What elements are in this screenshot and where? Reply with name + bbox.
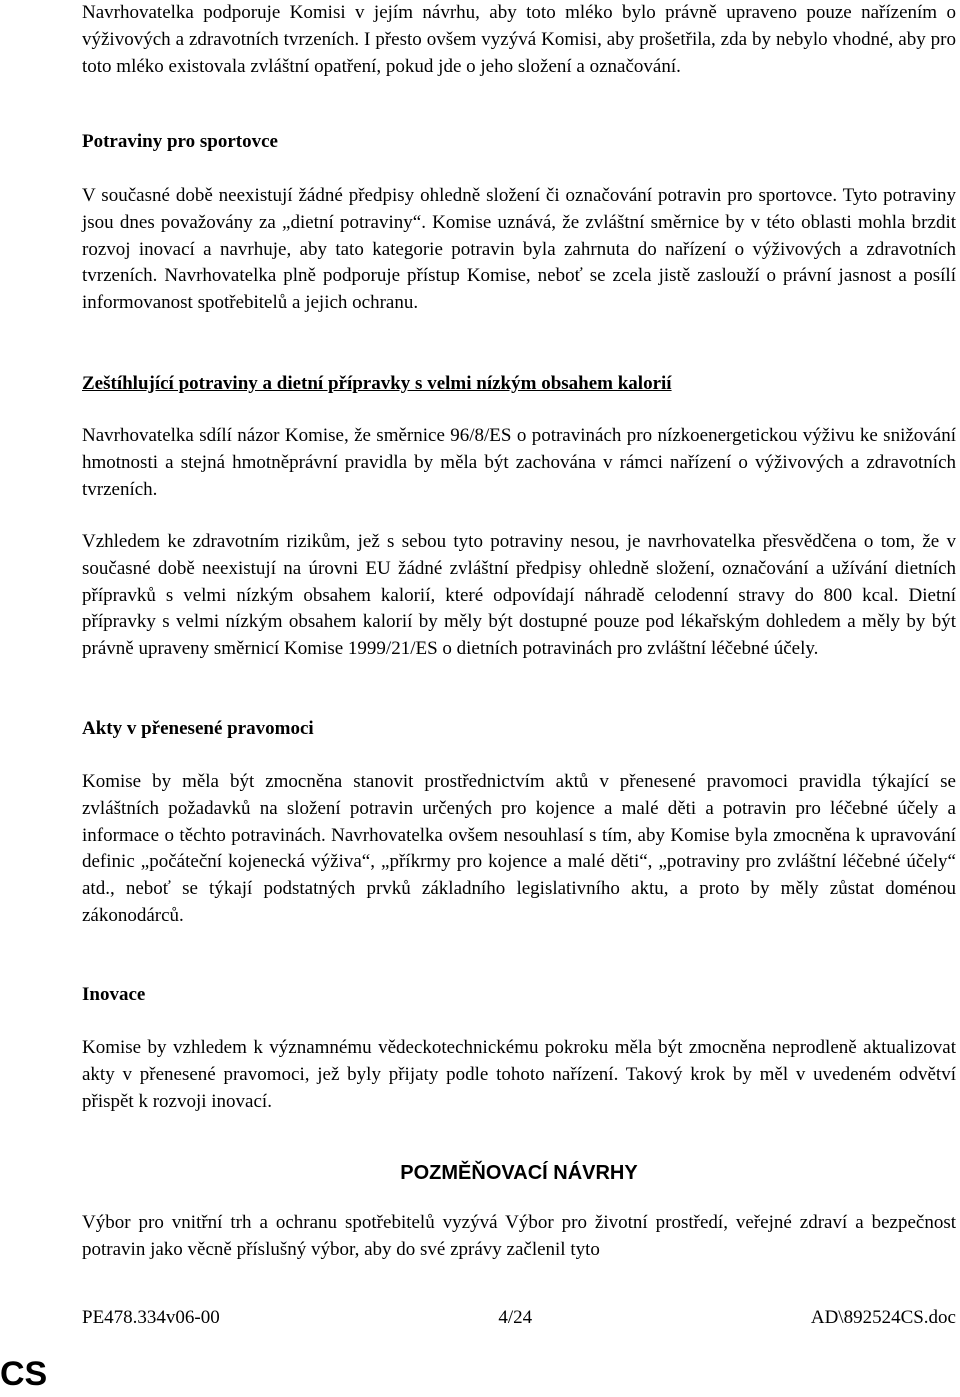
paragraph-slimming-1: Navrhovatelka sdílí názor Komise, že směrnice 96/8/ES o potravinách pro nízkoenergetickou výživu ke snižování hmotnosti a stejná hmotněprávní pravidla by měla být zachována v rámci nařízení o výživových a zdravotních tvrzeních. <box>82 425 956 500</box>
footer-page-number: 4/24 <box>498 1307 533 1328</box>
footer-document-name: AD\892524CS.doc <box>810 1307 956 1328</box>
paragraph-innovation: Komise by vzhledem k významnému vědeckotechnickému pokroku měla být zmocněna neprodleně aktualizovat akty v přenesené pravomoci, jež byly přijaty podle tohoto nařízení. Takový krok by měl v uvedeném odvětví přispět k rozvoji inovací. <box>82 1037 956 1112</box>
heading-delegated-acts: Akty v přenesené pravomoci <box>82 718 314 739</box>
paragraph-intro: Navrhovatelka podporuje Komisi v jejím návrhu, aby toto mléko bylo právně upraveno pouze nařízením o výživových a zdravotních tvrzeních. I přesto ovšem vyzývá Komisi, aby prošetřila, zda by nebylo vhodné, aby pro toto mléko existovala zvláštní opatření, pokud jde o jeho složení a označování. <box>82 2 956 77</box>
paragraph-sports-food: V současné době neexistují žádné předpisy ohledně složení či označování potravin pro sportovce. Tyto potraviny jsou dnes považovány za „dietní potraviny“. Komise uznává, že zvláštní směrnice by v této oblasti mohla brzdit rozvoj inovací a navrhuje, aby tato kategorie potravin byla zahrnuta do nařízení o výživových a zdravotních tvrzeních. Navrhovatelka plně podporuje přístup Komise, neboť se zcela jistě zaslouží o právní jasnost a posílí informovanost spotřebitelů a jejich ochranu. <box>82 185 956 314</box>
paragraph-slimming-2: Vzhledem ke zdravotním rizikům, jež s sebou tyto potraviny nesou, je navrhovatelka přesvědčena o tom, že v současné době neexistují na úrovni EU žádné zvláštní předpisy ohledně složení, označování a užívání dietních přípravků s velmi nízkým obsahem kalorií, které odpovídají náhradě celodenní stravy do 800 kcal. Dietní přípravky s velmi nízkým obsahem kalorií by měly být dostupné pouze pod lékařským dohledem a měly by být právně upraveny směrnicí Komise 1999/21/ES o dietních potravinách pro zvláštní léčebné účely. <box>82 531 956 660</box>
footer-reference: PE478.334v06-00 <box>82 1307 220 1328</box>
heading-slimming-food: Zeštíhlující potraviny a dietní přípravky s velmi nízkým obsahem kalorií <box>82 373 672 394</box>
paragraph-amendments: Výbor pro vnitřní trh a ochranu spotřebitelů vyzývá Výbor pro životní prostředí, veřejné zdraví a bezpečnost potravin jako věcně příslušný výbor, aby do své zprávy začlenil tyto <box>82 1212 956 1260</box>
heading-innovation: Inovace <box>82 984 146 1005</box>
amendments-title: POZMĚŇOVACÍ NÁVRHY <box>400 1162 638 1184</box>
heading-sports-food: Potraviny pro sportovce <box>82 131 278 152</box>
language-code: CS <box>0 1355 48 1393</box>
page-footer <box>82 1306 956 1330</box>
paragraph-delegated-acts: Komise by měla být zmocněna stanovit prostřednictvím aktů v přenesené pravomoci pravidla týkající se zvláštních požadavků na složení potravin určených pro kojence a malé děti a potravin pro léčebné účely a informace o těchto potravinách. Navrhovatelka ovšem nesouhlasí s tím, aby Komise byla zmocněna k upravování definic „počáteční kojenecká výživa“, „příkrmy pro kojence a malé děti“, „potraviny pro zvláštní léčebné účely“ atd., neboť se týkají podstatných prvků základního legislativního aktu, a proto by měly zůstat doménou zákonodárců. <box>82 771 956 926</box>
